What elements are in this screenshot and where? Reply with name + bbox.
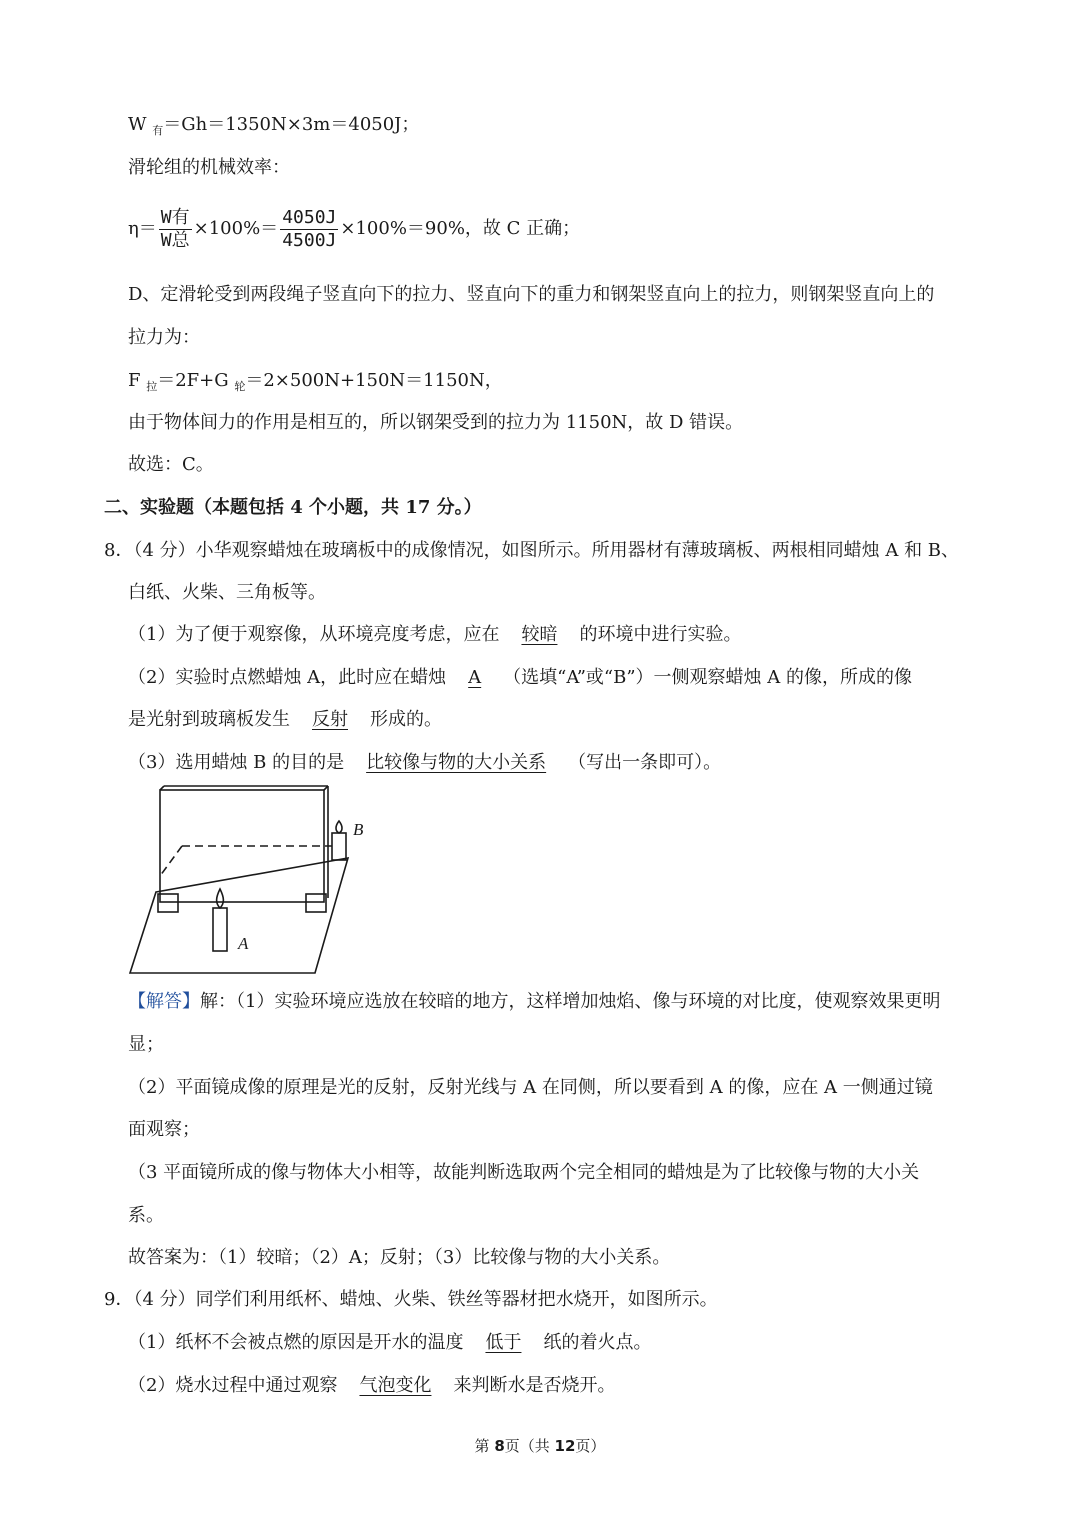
q8-solution-line3: （2）平面镜成像的原理是光的反射，反射光线与 A 在同侧，所以要看到 A 的像，应在 A 一侧通过镜 — [128, 1077, 933, 1098]
option-d-conclusion: 由于物体间力的作用是相互的，所以钢架受到的拉力为 1150N，故 D 错误。 — [128, 412, 744, 433]
efficiency-heading: 滑轮组的机械效率： — [128, 157, 290, 178]
text: （选填“A”或“B”）一侧观察蜡烛 A 的像，所成的像 — [503, 667, 913, 688]
label-b: B — [353, 820, 364, 839]
q9-stem: 9．（4 分）同学们利用纸杯、蜡烛、火柴、铁丝等器材把水烧开，如图所示。 — [104, 1289, 718, 1310]
text: 第 — [474, 1437, 495, 1455]
text: （1）纸杯不会被点燃的原因是开水的温度 — [128, 1332, 464, 1353]
fraction-work — [159, 207, 192, 252]
white-paper — [130, 858, 348, 973]
page-total: 12 — [554, 1437, 576, 1455]
text: ×100%＝ — [193, 218, 279, 239]
subscript: 有 — [152, 124, 164, 137]
text: 形成的。 — [370, 709, 442, 730]
choice-line: 故选：C。 — [128, 454, 214, 475]
text: （1）为了便于观察像，从环境亮度考虑，应在 — [128, 624, 500, 645]
subscript: 轮 — [234, 380, 246, 393]
answer-blank: A — [468, 667, 482, 688]
text: ＝2F+G — [157, 370, 235, 391]
answer-blank: 气泡变化 — [359, 1375, 432, 1396]
answer-blank: 较暗 — [521, 624, 558, 645]
text: 解：（1）实验环境应选放在较暗的地方，这样增加烛焰、像与环境的对比度，使观察效果更明 — [200, 991, 941, 1012]
text: （2）实验时点燃蜡烛 A，此时应在蜡烛 — [128, 667, 447, 688]
text: 是光射到玻璃板发生 — [128, 709, 290, 730]
denominator: W总 — [160, 229, 190, 251]
text: F — [128, 370, 147, 391]
candle-a-flame — [217, 889, 224, 908]
solution-tag: 【解答】 — [128, 991, 200, 1012]
page-number: 8 — [494, 1437, 505, 1455]
q8-stem-line1: 8．（4 分）小华观察蜡烛在玻璃板中的成像情况，如图所示。所用器材有薄玻璃板、两根相同蜡烛 A 和 B、 — [104, 540, 960, 561]
dashed-image-line — [160, 846, 182, 876]
denominator: 4500J — [282, 229, 337, 251]
option-d-line2: 拉力为： — [128, 327, 200, 348]
text: 的环境中进行实验。 — [579, 624, 742, 645]
q8-part3 — [128, 751, 721, 775]
text: ×100%＝90%，故 C 正确； — [340, 218, 581, 239]
text: 纸的着火点。 — [543, 1332, 652, 1353]
text: 页（共 — [504, 1437, 555, 1455]
text: ＝Gh＝1350N×3m＝4050J； — [163, 114, 420, 135]
answer-blank: 反射 — [312, 709, 348, 730]
q8-part2-cont — [128, 708, 442, 732]
q8-solution-line1 — [128, 990, 940, 1014]
stand-left — [158, 894, 178, 912]
fraction-values — [280, 207, 338, 252]
text: （3）选用蜡烛 B 的目的是 — [128, 752, 345, 773]
q8-part1 — [128, 623, 741, 647]
q8-part2 — [128, 666, 912, 690]
section-title: 二、实验题（本题包括 4 个小题，共 17 分。） — [104, 497, 482, 518]
text: （写出一条即可）。 — [568, 752, 722, 773]
mirror-experiment-figure — [120, 783, 364, 979]
answer-blank: 低于 — [485, 1332, 522, 1353]
stand-right — [306, 894, 326, 912]
q9-part2 — [128, 1374, 615, 1398]
q8-solution-line5: （3 平面镜所成的像与物体大小相等，故能判断选取两个完全相同的蜡烛是为了比较像与物的大小关 — [128, 1162, 920, 1183]
candle-b — [332, 833, 346, 860]
numerator: W有 — [160, 206, 190, 228]
q8-stem-line2: 白纸、火柴、三角板等。 — [128, 582, 326, 603]
numerator: 4050J — [282, 206, 337, 228]
eta-symbol: η＝ — [128, 218, 157, 239]
candle-b-flame — [336, 821, 342, 833]
force-formula — [128, 369, 503, 399]
efficiency-formula — [128, 200, 580, 258]
q8-answer-line: 故答案为：（1）较暗；（2）A；反射；（3）比较像与物的大小关系。 — [128, 1247, 671, 1268]
label-a: A — [238, 934, 249, 953]
text: （2）烧水过程中通过观察 — [128, 1375, 338, 1396]
q9-part1 — [128, 1331, 651, 1355]
text: ＝2×500N+150N＝1150N， — [245, 370, 503, 391]
q8-solution-line2: 显； — [128, 1034, 164, 1055]
work-useful-line — [128, 113, 419, 143]
subscript: 拉 — [146, 380, 158, 393]
text: 页） — [575, 1437, 606, 1455]
option-d-line1: D、定滑轮受到两段绳子竖直向下的拉力、竖直向下的重力和钢架竖直向上的拉力，则钢架竖直向上的 — [128, 284, 935, 305]
q8-solution-line4: 面观察； — [128, 1119, 200, 1140]
page-footer — [0, 1434, 1080, 1458]
text: W — [128, 114, 153, 135]
answer-blank: 比较像与物的大小关系 — [366, 752, 547, 773]
q8-solution-line6: 系。 — [128, 1205, 164, 1226]
candle-a — [213, 908, 227, 951]
text: 来判断水是否烧开。 — [453, 1375, 616, 1396]
